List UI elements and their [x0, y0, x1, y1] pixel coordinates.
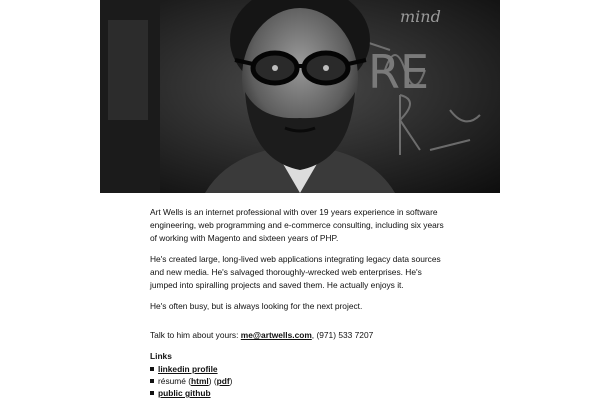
- phone-number: (971) 533 7207: [316, 330, 374, 340]
- email-link[interactable]: me@artwells.com: [240, 330, 312, 340]
- bio-paragraph: He's often busy, but is always looking for the next project.: [150, 301, 363, 311]
- contact-separator: ,: [311, 330, 317, 340]
- github-link[interactable]: public github: [158, 388, 211, 398]
- list-item: [150, 363, 450, 375]
- bullet-icon: [150, 379, 154, 383]
- resume-pdf-link[interactable]: pdf: [216, 376, 230, 386]
- chalk-text: mind: [400, 7, 441, 26]
- bullet-icon: [150, 367, 154, 371]
- bio-section: [150, 206, 450, 399]
- resume-mid: ) (: [208, 376, 217, 386]
- list-item: [150, 375, 450, 387]
- bio-paragraph: He's created large, long-lived web applications integrating legacy data sources and new media. He's salvaged thoroughly-wrecked web enterprises. He's jumped into spiralling projects and saved them. He actually enjoys it.: [150, 254, 441, 290]
- contact-prefix: Talk to him about yours:: [150, 330, 241, 340]
- bio-paragraph: Art Wells is an internet professional with over 19 years experience in software engineering, web programming and e-commerce consulting, including six years of working with Magento and sixteen years of PHP.: [150, 207, 444, 243]
- hero-photo: [100, 0, 500, 193]
- list-item: [150, 387, 450, 399]
- bullet-icon: [150, 391, 154, 395]
- resume-html-link[interactable]: html: [191, 376, 209, 386]
- links-heading: Links: [150, 351, 172, 361]
- resume-prefix: résumé (: [158, 376, 192, 386]
- chalk-text: RE: [368, 45, 430, 99]
- contact-line: [150, 329, 450, 342]
- linkedin-link[interactable]: linkedin profile: [158, 364, 218, 374]
- portrait-photo: [100, 0, 500, 193]
- links-list: [150, 363, 450, 399]
- resume-suffix: ): [229, 376, 233, 386]
